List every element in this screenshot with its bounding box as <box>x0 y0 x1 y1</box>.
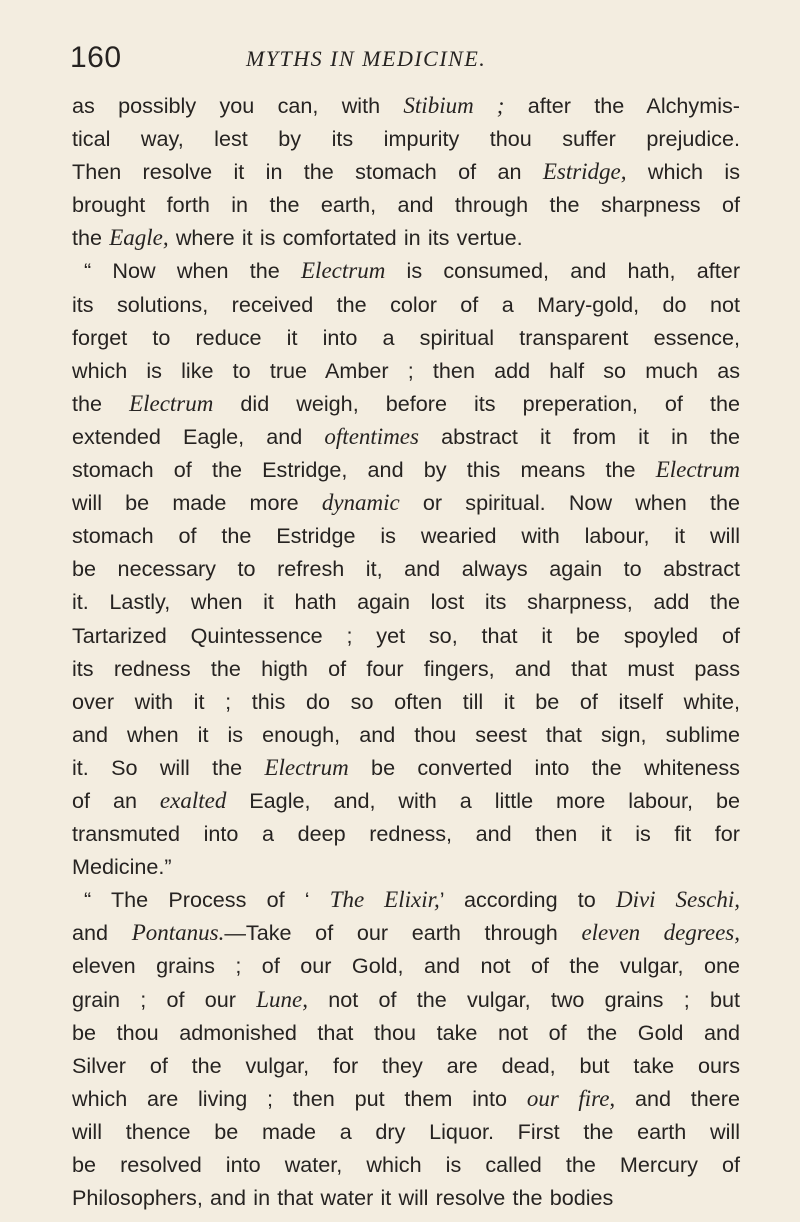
text-run: Tartarized Quintessence ; yet so, that it be spoyled of <box>72 622 740 648</box>
text-line <box>72 188 740 221</box>
text-run: over with it ; this do so often till it be of itself white, <box>72 688 740 714</box>
text-line <box>72 784 740 817</box>
text-run: brought forth in the earth, and through the sharpness of <box>72 192 740 218</box>
italic-term: Eagle, <box>109 225 169 251</box>
text-line <box>72 1049 740 1082</box>
text-run: which is like to true Amber ; then add half so much as <box>72 357 740 383</box>
text-line <box>72 817 740 850</box>
text-run: be necessary to refresh it, and always again to abstract <box>72 556 740 582</box>
italic-term: Divi Seschi, <box>615 887 740 913</box>
text-line <box>72 486 740 519</box>
text-line <box>72 850 740 883</box>
italic-term: oftentimes <box>324 423 419 449</box>
italic-term: Estridge, <box>542 159 627 185</box>
text-line <box>72 254 740 287</box>
text-line <box>72 122 740 155</box>
running-title: MYTHS IN MEDICINE. <box>246 46 487 71</box>
text-line <box>72 916 740 949</box>
text-run: Philosophers, and in that water it will resolve the bodies <box>72 1185 614 1211</box>
text-run: or spiritual. Now when the <box>399 490 740 516</box>
text-run: will thence be made a dry Liquor. First the earth will <box>72 1118 740 1144</box>
text-run: Medicine.” <box>72 854 172 880</box>
page-number: 160 <box>70 41 122 74</box>
text-line <box>72 1181 740 1214</box>
italic-term: dynamic <box>321 490 400 516</box>
text-run: —Take of our earth through <box>224 920 582 946</box>
text-line <box>72 519 740 552</box>
text-run: Silver of the vulgar, for they are dead, but take ours <box>72 1052 740 1078</box>
italic-term: Electrum <box>264 754 349 780</box>
text-run: be thou admonished that thou take not of the Gold and <box>72 1019 740 1045</box>
text-run: and when it is enough, and thou seest that sign, sublime <box>72 721 740 747</box>
text-run: the <box>72 225 110 251</box>
text-line <box>72 354 740 387</box>
italic-term: Electrum <box>655 457 740 483</box>
text-line <box>72 718 740 751</box>
text-line <box>72 387 740 420</box>
italic-term: The Elixir, <box>329 887 440 913</box>
text-run: its redness the higth of four fingers, and that must pass <box>72 655 740 681</box>
text-run: forget to reduce it into a spiritual transparent essence, <box>72 324 740 350</box>
text-line <box>72 1016 740 1049</box>
text-run: tical way, lest by its impurity thou suffer prejudice. <box>72 126 740 152</box>
text-line <box>72 1115 740 1148</box>
text-line <box>72 983 740 1016</box>
page-header <box>70 36 740 76</box>
text-run: will be made more <box>72 490 322 516</box>
text-line <box>72 619 740 652</box>
text-run: it. Lastly, when it hath again lost its sharpness, add the <box>72 589 740 615</box>
text-run: is consumed, and hath, after <box>385 258 741 284</box>
text-line <box>72 321 740 354</box>
text-run: be converted into the whiteness <box>348 754 740 780</box>
text-line <box>72 883 740 916</box>
text-run: where it is comfortated in its vertue. <box>168 225 523 251</box>
text-run: transmuted into a deep redness, and then it is fit for <box>72 821 740 847</box>
text-line <box>72 751 740 784</box>
text-line <box>72 652 740 685</box>
italic-term: Pontanus. <box>131 920 225 946</box>
italic-term: Stibium ; <box>403 93 505 118</box>
text-run: “ Now when the <box>84 258 301 284</box>
text-run: stomach of the Estridge is wearied with labour, it will <box>72 523 740 549</box>
text-line <box>72 453 740 486</box>
text-line <box>72 949 740 982</box>
italic-term: exalted <box>159 787 227 813</box>
text-line <box>72 585 740 618</box>
text-run: and <box>72 920 132 946</box>
text-run: it. So will the <box>72 754 265 780</box>
text-line <box>72 288 740 321</box>
text-run: its solutions, received the color of a Mary-gold, do not <box>72 291 740 317</box>
text-line <box>72 1082 740 1115</box>
text-run: as possibly you can, with <box>72 93 404 118</box>
italic-term: our fire, <box>526 1085 616 1111</box>
italic-term: Electrum <box>129 390 214 416</box>
text-run: not of the vulgar, two grains ; but <box>307 986 740 1012</box>
text-line <box>72 420 740 453</box>
italic-term: Electrum <box>301 258 386 284</box>
text-run: did weigh, before its preperation, of the <box>213 390 740 416</box>
text-line <box>72 685 740 718</box>
text-run: stomach of the Estridge, and by this means the <box>72 457 656 483</box>
text-line <box>72 89 740 122</box>
text-run: which are living ; then put them into <box>72 1085 527 1111</box>
text-run: Then resolve it in the stomach of an <box>72 159 543 185</box>
text-run: the <box>72 390 130 416</box>
text-run: after the Alchymis- <box>504 93 740 118</box>
text-run: grain ; of our <box>72 986 257 1012</box>
body-text <box>72 89 740 1214</box>
text-line <box>72 221 740 254</box>
text-run: eleven grains ; of our Gold, and not of the vulgar, one <box>72 953 740 979</box>
text-run: ’ according to <box>439 887 616 913</box>
italic-term: eleven degrees, <box>581 920 740 946</box>
text-run: “ The Process of ‘ <box>84 887 330 913</box>
text-run: which is <box>626 159 740 185</box>
text-run: extended Eagle, and <box>72 423 325 449</box>
text-run: of an <box>72 787 160 813</box>
text-run: be resolved into water, which is called the Mercury of <box>72 1152 740 1177</box>
text-line <box>72 552 740 585</box>
text-line <box>72 1148 740 1181</box>
text-run: abstract it from it in the <box>418 423 740 449</box>
italic-term: Lune, <box>256 986 308 1012</box>
text-run: and there <box>615 1085 740 1111</box>
text-run: Eagle, and, with a little more labour, be <box>226 787 740 813</box>
text-line <box>72 155 740 188</box>
